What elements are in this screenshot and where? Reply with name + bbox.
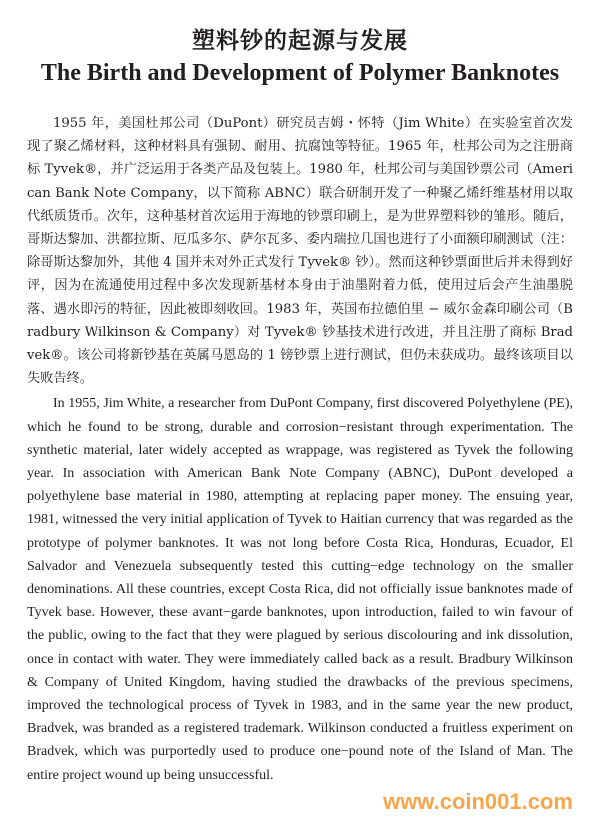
title-chinese: 塑料钞的起源与发展 xyxy=(192,27,408,54)
paragraph-chinese: 1955 年，美国杜邦公司（DuPont）研究员吉姆・怀特（Jim White）在实验室首次发现了聚乙烯材料，这种材料具有强韧、耐用、抗腐蚀等特征。1965 年，杜邦公司为之注册商标 Tyvek®，并广泛运用于各类产品及包装上。1980 年，杜邦公司与美国钞票公司（American Bank Note Company，以下简称 ABNC）联合研制开发了一种聚乙烯纤维基材用以取代纸质货币。次年，这种基材首次运用于海地的钞票印刷上，是为世界塑料钞的雏形。随后，哥斯达黎加、洪都拉斯、厄瓜多尔、萨尔瓦多、委内瑞拉几国也进行了小面额印刷测试（注：除哥斯达黎加外，其他 4 国并未对外正式发行 Tyvek® 钞）。然而这种钞票面世后并未得到好评，因为在流通使用过程中多次发现新基材本身由于油墨附着力低，使用过后会产生油墨脱落、遇水即污的特征，因此被即刻收回。1983 年，英国布拉德伯里 − 威尔金森印刷公司（Bradbury Wilkinson & Company）对 Tyvek® 钞基技术进行改进，并且注册了商标 Bradvek®。该公司将新钞基在英属马恩岛的 1 镑钞票上进行测试，但仍未获成功。最终该项目以失败告终。 xyxy=(27,116,573,387)
title-english: The Birth and Development of Polymer Banknotes xyxy=(40,60,560,86)
watermark-row xyxy=(27,789,573,815)
watermark-text: www.coin001.com xyxy=(383,788,573,814)
paragraph-english: In 1955, Jim White, a researcher from DuPont Company, first discovered Polyethylene (PE), which he found to be strong, durable and corrosion−resistant through experimentation. The synthetic material, later widely accepted as wrappage, was registered as Tyvek the following year. In association with American Bank Note Company (ABNC), DuPont developed a polyethylene base material in 1980, attempting at replacing paper money. The ensuing year, 1981, witnessed the very initial application of Tyvek to Haitian currency that was regarded as the prototype of polymer banknotes. It was not long before Costa Rica, Honduras, Ecuador, El Salvador and Venezuela subsequently tested this cutting−edge technology on the smaller denominations. All these countries, except Costa Rica, did not officially issue banknotes made of Tyvek base. However, these avant−garde banknotes, upon introduction, failed to win favour of the public, owing to the fact that they were plagued by serious discolouring and ink dissolution, once in contact with water. They were immediately called back as a result. Bradbury Wilkinson & Company of United Kingdom, having studied the drawbacks of the previous specimens, improved the technological process of Tyvek in 1983, and in the same year the new product, Bradvek, was branded as a registered trademark. Wilkinson conducted a fruitless experiment on Bradvek, which was purportedly used to produce one−pound note of the Island of Man. The entire project wound up being unsuccessful. xyxy=(27,396,573,783)
